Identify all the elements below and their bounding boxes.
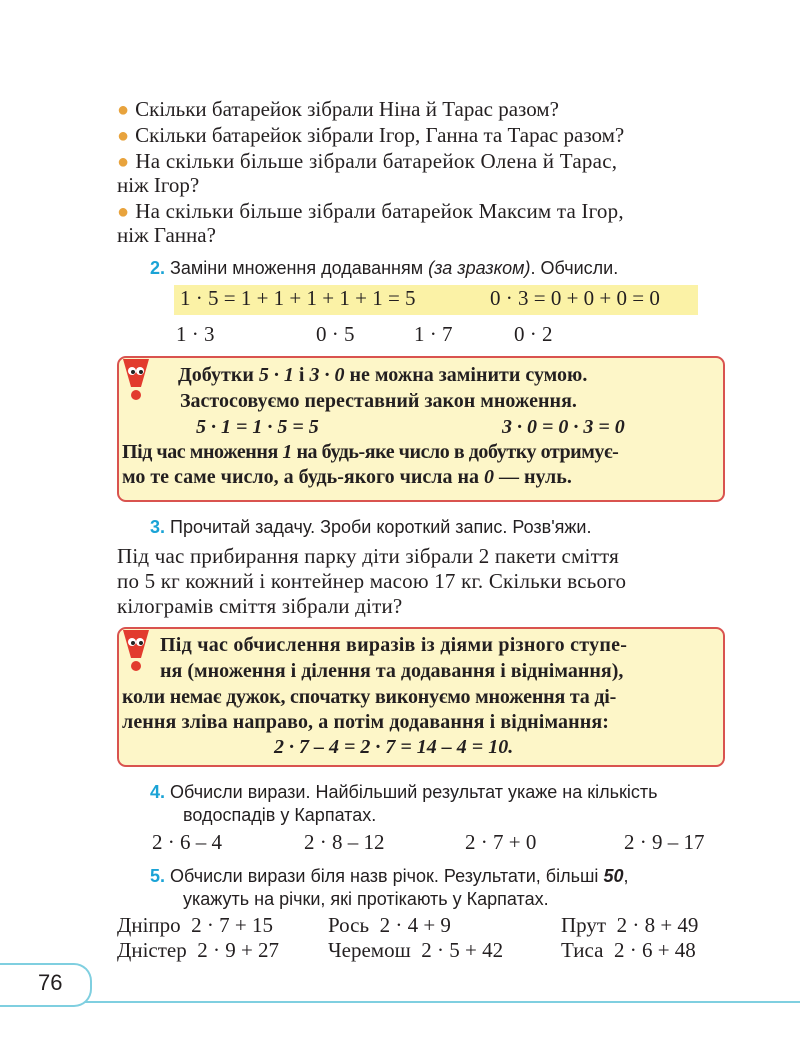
- rule-formula: 2 · 7 – 4 = 2 · 7 = 14 – 4 = 10: [274, 736, 509, 758]
- river-expr: 2 · 4 + 9: [379, 913, 451, 937]
- rule-text-italic: 1: [282, 441, 292, 463]
- rule-text: на будь-яке число в добутку отримує-: [291, 441, 619, 463]
- question-4: [117, 198, 727, 225]
- rule-text: Добутки: [178, 364, 259, 386]
- task-2-expr: 0 · 5: [316, 322, 355, 346]
- bullet-icon: ●: [117, 99, 130, 121]
- question-text: Скільки батарейок зібрали Ніна й Тарас разом?: [135, 97, 559, 121]
- question-3: [117, 148, 727, 175]
- rule-2-line-3: коли немає дужок, спочатку виконуємо множення та ді-: [122, 686, 617, 708]
- task-number: 2.: [150, 258, 166, 278]
- river-expr: 2 · 6 + 48: [613, 938, 696, 962]
- problem-line-2: по 5 кг кожний і контейнер масою 17 кг. Скільки всього: [117, 569, 627, 593]
- rule-1-line-2: Застосовуємо переставний закон множення.: [180, 390, 577, 412]
- rule-1-formula-1: 5 · 1 = 1 · 5 = 5: [196, 416, 319, 438]
- rule-1-line-1: [178, 362, 587, 388]
- rule-text-italic: 5 · 1: [258, 364, 294, 386]
- river-item: [561, 938, 696, 963]
- river-item: [561, 913, 698, 938]
- rule-text-italic: 0: [484, 466, 495, 488]
- rule-2-formula: 2 · 7 – 4 = 2 · 7 = 14 – 4 = 10.: [274, 736, 514, 758]
- exclamation-mascot-icon: [119, 357, 153, 403]
- task-number: 5.: [150, 866, 166, 886]
- task-4-line-2: водоспадів у Карпатах.: [183, 805, 377, 825]
- task-5-line-2: укажуть на річки, які протікають у Карпатах.: [183, 889, 549, 909]
- river-item: [117, 913, 273, 938]
- task-2-expr: 0 · 2: [514, 322, 553, 346]
- page-number: 76: [38, 970, 63, 995]
- task-4-expr: 2 · 8 – 12: [304, 830, 385, 854]
- river-item: [117, 938, 279, 963]
- task-3-heading: [150, 515, 591, 539]
- question-1: [117, 96, 727, 123]
- task-text: Заміни множення додаванням: [170, 258, 429, 278]
- rule-1-line-5: [122, 464, 572, 490]
- task-text: . Обчисли.: [530, 258, 619, 278]
- river-name: Тиса: [561, 938, 604, 962]
- question-text: Скільки батарейок зібрали Ігор, Ганна та Тарас разом?: [135, 123, 625, 147]
- question-4-cont: ніж Ганна?: [117, 223, 216, 247]
- problem-line-1: Під час прибирання парку діти зібрали 2 пакети сміття: [117, 544, 619, 568]
- rule-1-line-4: [122, 439, 618, 465]
- task-4-expr: 2 · 7 + 0: [465, 830, 537, 854]
- bullet-icon: ●: [117, 151, 130, 173]
- river-name: Дніпро: [117, 913, 181, 937]
- task-4-heading: [150, 780, 657, 804]
- river-name: Дністер: [117, 938, 187, 962]
- rule-2-line-4: лення зліва направо, а потім додавання і віднімання:: [122, 711, 610, 733]
- task-number: 3.: [150, 517, 166, 537]
- task-text: Обчисли вирази біля назв річок. Результати, більші: [170, 866, 604, 886]
- question-2: [117, 122, 727, 149]
- task-2-expr: 1 · 7: [414, 322, 453, 346]
- task-text: Обчисли вирази. Найбільший результат укаже на кількість: [170, 782, 658, 802]
- task-2-expr: 1 · 3: [176, 322, 215, 346]
- river-name: Черемош: [328, 938, 411, 962]
- footer-rule: [0, 1001, 800, 1003]
- rule-text: мо те саме число, а будь-якого числа на: [122, 466, 485, 488]
- task-2-heading: [150, 256, 618, 280]
- rule-1-formula-2: 3 · 0 = 0 · 3 = 0: [502, 416, 625, 438]
- question-text: На скільки більше зібрали батарейок Олена й Тарас,: [135, 149, 618, 173]
- task-5-heading: [150, 864, 628, 888]
- river-expr: 2 · 9 + 27: [197, 938, 280, 962]
- bullet-icon: ●: [117, 201, 130, 223]
- example-2: 0 · 3 = 0 + 0 + 0 = 0: [490, 286, 660, 310]
- exclamation-mascot-icon: [119, 628, 153, 674]
- task-text-bold: 50: [603, 866, 624, 886]
- river-item: [328, 938, 503, 963]
- rule-text: і: [293, 364, 310, 386]
- question-3-cont: ніж Ігор?: [117, 173, 200, 197]
- rule-text: не можна замінити сумою.: [344, 364, 588, 386]
- task-4-expr: 2 · 9 – 17: [624, 830, 705, 854]
- problem-line-3: кілограмів сміття зібрали діти?: [117, 594, 403, 618]
- task-4-expr: 2 · 6 – 4: [152, 830, 222, 854]
- rule-text: Під час множення: [122, 441, 283, 463]
- task-text: ,: [623, 866, 629, 886]
- question-text: На скільки більше зібрали батарейок Максим та Ігор,: [135, 199, 624, 223]
- task-number: 4.: [150, 782, 166, 802]
- bullet-icon: ●: [117, 125, 130, 147]
- river-expr: 2 · 8 + 49: [616, 913, 699, 937]
- rule-text: — нуль.: [494, 466, 572, 488]
- example-1: 1 · 5 = 1 + 1 + 1 + 1 + 1 = 5: [180, 286, 416, 310]
- river-name: Рось: [328, 913, 370, 937]
- rule-2-line-2: ня (множення і ділення та додавання і віднімання),: [160, 660, 624, 682]
- river-item: [328, 913, 451, 938]
- river-name: Прут: [561, 913, 607, 937]
- task-text: Прочитай задачу. Зроби короткий запис. Розв'яжи.: [170, 517, 592, 537]
- task-text-italic: (за зразком): [428, 258, 531, 278]
- rule-2-line-1: Під час обчислення виразів із діями різного ступе-: [160, 634, 628, 656]
- river-expr: 2 · 5 + 42: [421, 938, 504, 962]
- river-expr: 2 · 7 + 15: [191, 913, 273, 937]
- rule-text-italic: 3 · 0: [309, 364, 345, 386]
